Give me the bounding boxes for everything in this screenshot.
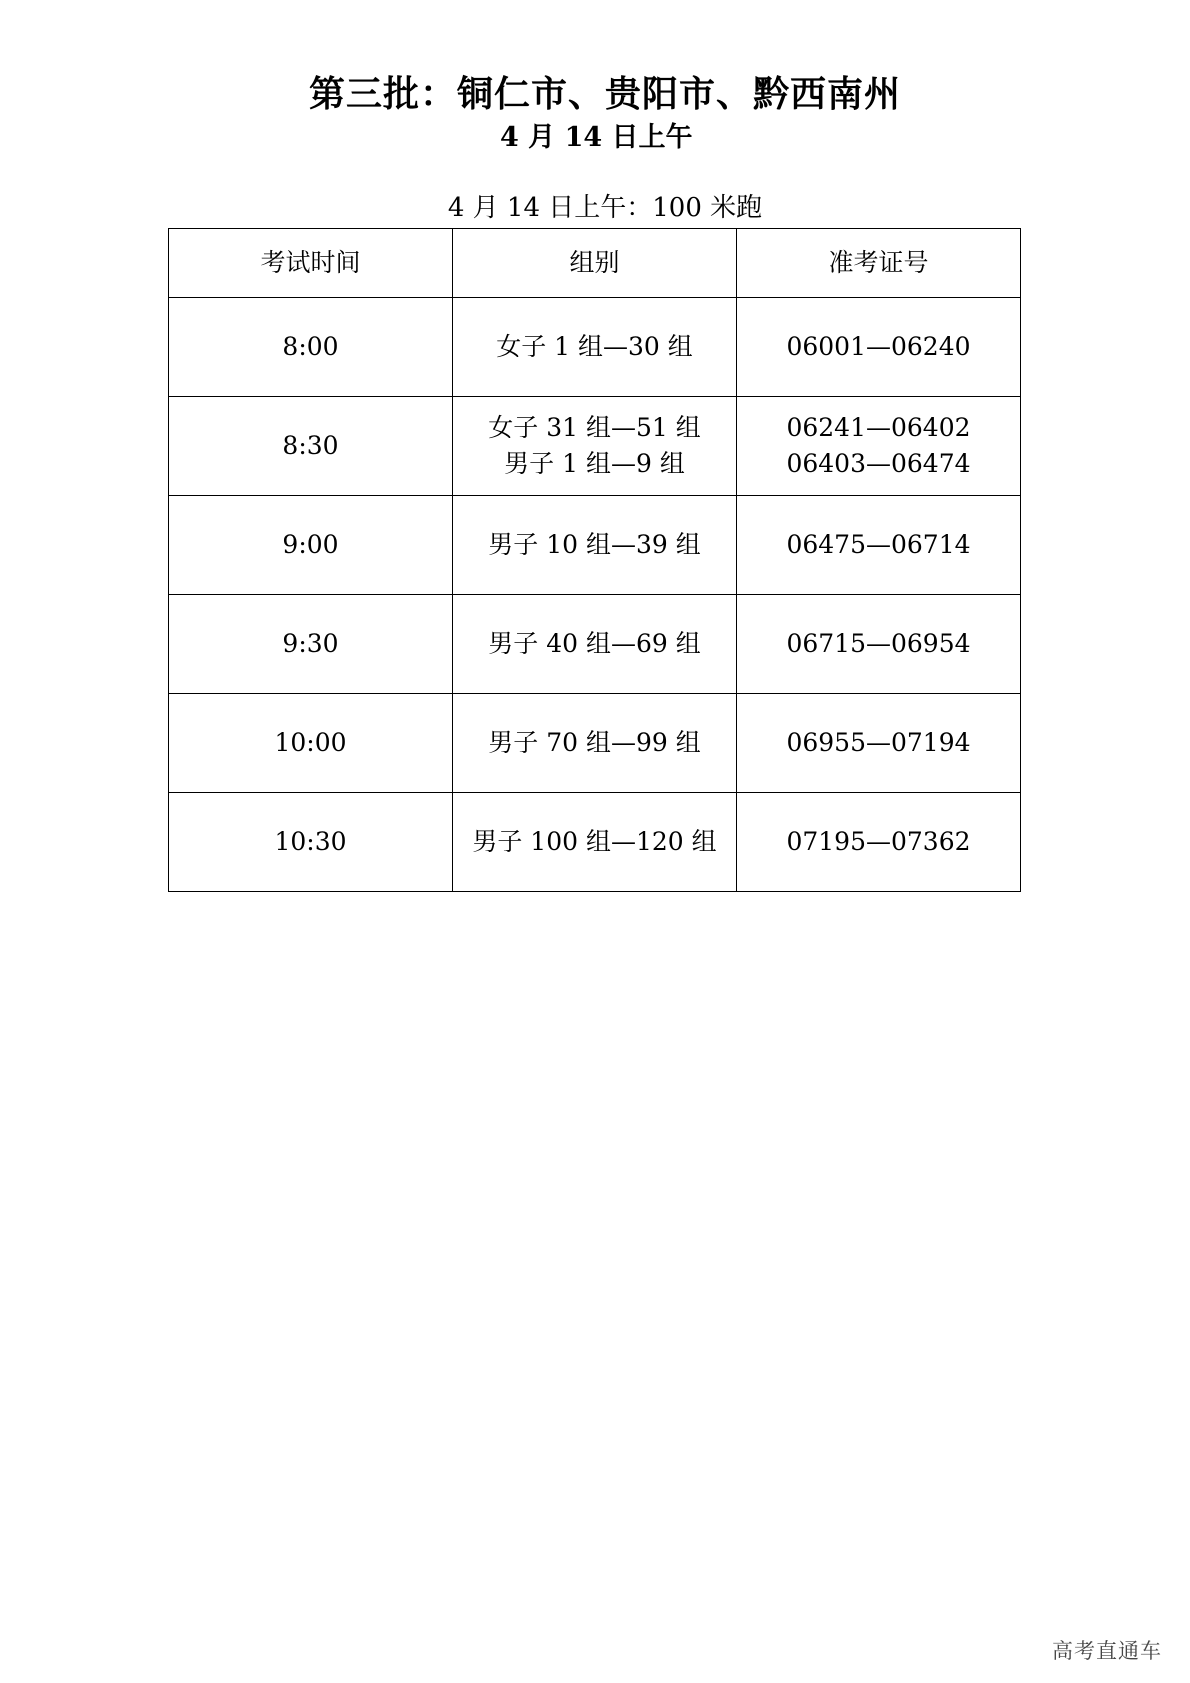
- group-range: 女子 31 组—51 组: [488, 413, 701, 442]
- admission-number-range: 06475—06714: [786, 530, 971, 559]
- table-row: [169, 397, 1021, 496]
- admission-number-cell: [737, 793, 1021, 892]
- group-cell: [453, 595, 737, 694]
- admission-number-range: 06715—06954: [786, 629, 971, 658]
- table-caption: 4 月 14 日上午：100 米跑: [447, 193, 763, 223]
- exam-time-cell: 10:00: [169, 694, 453, 793]
- admission-number-range: 06955—07194: [786, 728, 971, 757]
- exam-time-cell: 8:30: [169, 397, 453, 496]
- group-range: 男子 70 组—99 组: [488, 728, 701, 757]
- exam-time-cell: 8:00: [169, 298, 453, 397]
- admission-number-cell: [737, 397, 1021, 496]
- group-cell: [453, 496, 737, 595]
- table-row: [169, 298, 1021, 397]
- admission-number-cell: [737, 694, 1021, 793]
- table-row: [169, 595, 1021, 694]
- group-range: 男子 100 组—120 组: [472, 827, 717, 856]
- group-range: 男子 1 组—9 组: [504, 449, 685, 478]
- admission-number-cell: [737, 496, 1021, 595]
- admission-number-range: 06403—06474: [786, 449, 971, 478]
- group-cell: [453, 694, 737, 793]
- document-subtitle: 4 月 14 日上午: [500, 122, 693, 153]
- table-header-row: [169, 229, 1021, 298]
- group-range: 男子 40 组—69 组: [488, 629, 701, 658]
- table-row: [169, 694, 1021, 793]
- admission-number-cell: [737, 595, 1021, 694]
- admission-number-range: 06001—06240: [786, 332, 971, 361]
- group-cell: [453, 397, 737, 496]
- table-row: [169, 793, 1021, 892]
- admission-number-range: 06241—06402: [786, 413, 971, 442]
- watermark: 高考直通车: [1052, 1639, 1162, 1663]
- admission-number-cell: [737, 298, 1021, 397]
- group-cell: [453, 298, 737, 397]
- document-title: 第三批：铜仁市、贵阳市、黔西南州: [308, 73, 901, 115]
- group-range: 女子 1 组—30 组: [496, 332, 693, 361]
- exam-schedule-table: [168, 228, 1021, 892]
- header-group: 组别: [453, 229, 737, 298]
- header-exam-time: 考试时间: [169, 229, 453, 298]
- exam-time-cell: 9:00: [169, 496, 453, 595]
- exam-time-cell: 10:30: [169, 793, 453, 892]
- exam-time-cell: 9:30: [169, 595, 453, 694]
- admission-number-range: 07195—07362: [786, 827, 971, 856]
- header-admission-number: 准考证号: [737, 229, 1021, 298]
- group-range: 男子 10 组—39 组: [488, 530, 701, 559]
- group-cell: [453, 793, 737, 892]
- table-row: [169, 496, 1021, 595]
